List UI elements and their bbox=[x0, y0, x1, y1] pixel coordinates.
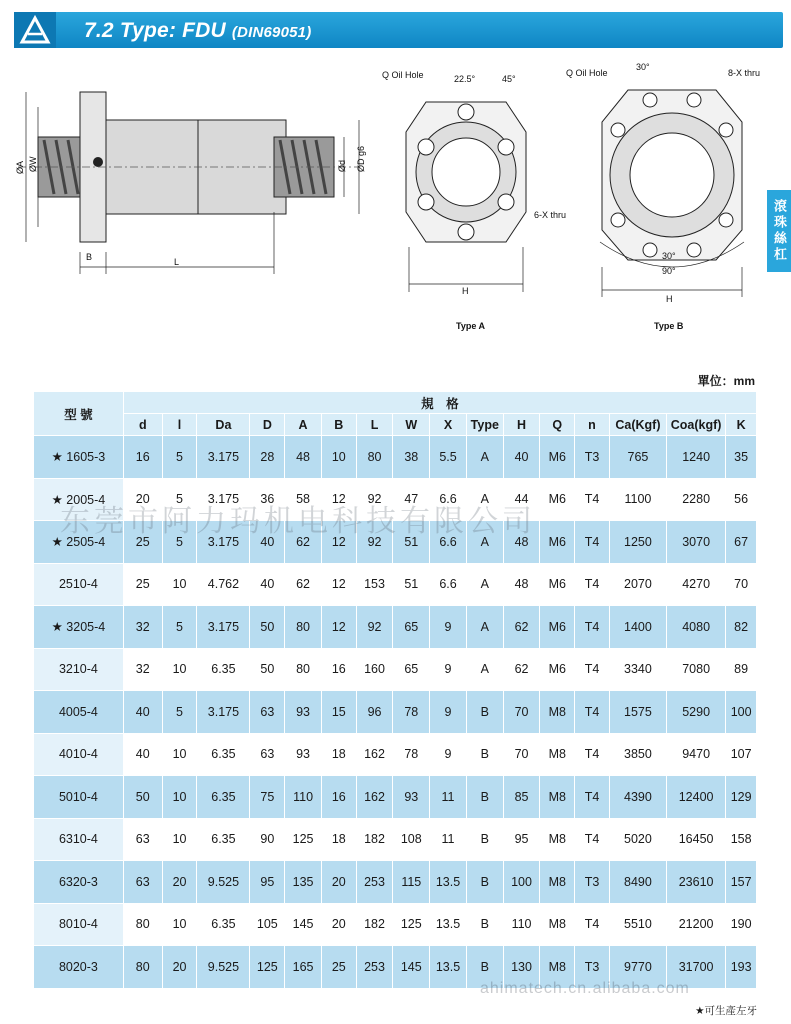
table-row bbox=[34, 563, 757, 606]
model-cell: ★ 1605-3 bbox=[34, 436, 124, 479]
table-cell: 1250 bbox=[609, 521, 666, 564]
table-cell: 8490 bbox=[609, 861, 666, 904]
table-cell: 12 bbox=[321, 521, 356, 564]
model-cell: ★ 3205-4 bbox=[34, 606, 124, 649]
table-cell: 13.5 bbox=[430, 946, 467, 989]
table-cell: T3 bbox=[575, 946, 610, 989]
table-cell: 6.35 bbox=[197, 903, 250, 946]
table-cell: 130 bbox=[503, 946, 540, 989]
table-cell: 125 bbox=[393, 903, 430, 946]
table-cell: A bbox=[466, 563, 503, 606]
table-cell: 5290 bbox=[667, 691, 726, 734]
column-header: l bbox=[162, 414, 197, 436]
table-cell: 80 bbox=[123, 946, 162, 989]
table-cell: 82 bbox=[726, 606, 757, 649]
type-a-h-label: H bbox=[462, 286, 469, 296]
model-cell: 2510-4 bbox=[34, 563, 124, 606]
table-cell: 63 bbox=[123, 818, 162, 861]
title-text: 7.2 Type: FDU bbox=[84, 19, 226, 42]
table-cell: 12 bbox=[321, 606, 356, 649]
table-cell: 10 bbox=[162, 776, 197, 819]
table-cell: 56 bbox=[726, 478, 757, 521]
table-cell: 93 bbox=[393, 776, 430, 819]
table-cell: 62 bbox=[503, 606, 540, 649]
column-header: X bbox=[430, 414, 467, 436]
table-cell: 95 bbox=[503, 818, 540, 861]
table-cell: 25 bbox=[321, 946, 356, 989]
table-cell: M8 bbox=[540, 818, 575, 861]
table-row bbox=[34, 436, 757, 479]
table-cell: 40 bbox=[250, 563, 285, 606]
brand-logo bbox=[14, 12, 56, 48]
table-cell: 10 bbox=[162, 648, 197, 691]
table-cell: 95 bbox=[250, 861, 285, 904]
model-cell: ★ 2505-4 bbox=[34, 521, 124, 564]
table-cell: 4270 bbox=[667, 563, 726, 606]
table-cell: 2070 bbox=[609, 563, 666, 606]
table-cell: 9.525 bbox=[197, 861, 250, 904]
table-cell: 48 bbox=[503, 563, 540, 606]
column-header: H bbox=[503, 414, 540, 436]
table-cell: 253 bbox=[356, 946, 393, 989]
table-cell: 40 bbox=[123, 733, 162, 776]
table-cell: 5 bbox=[162, 521, 197, 564]
column-header: B bbox=[321, 414, 356, 436]
table-cell: 10 bbox=[162, 733, 197, 776]
model-cell: ★ 2005-4 bbox=[34, 478, 124, 521]
table-cell: 6.35 bbox=[197, 818, 250, 861]
table-cell: 182 bbox=[356, 903, 393, 946]
table-cell: 20 bbox=[321, 903, 356, 946]
table-cell: 48 bbox=[503, 521, 540, 564]
type-b-angle3-label: 30° bbox=[636, 62, 650, 72]
table-row bbox=[34, 478, 757, 521]
table-cell: 62 bbox=[503, 648, 540, 691]
table-cell: M8 bbox=[540, 946, 575, 989]
table-cell: 11 bbox=[430, 776, 467, 819]
table-cell: 4080 bbox=[667, 606, 726, 649]
table-cell: 3.175 bbox=[197, 521, 250, 564]
table-cell: 50 bbox=[250, 648, 285, 691]
technical-drawings bbox=[14, 62, 761, 352]
table-cell: 47 bbox=[393, 478, 430, 521]
table-cell: 80 bbox=[123, 903, 162, 946]
spec-table-body bbox=[34, 436, 757, 989]
table-cell: B bbox=[466, 733, 503, 776]
table-cell: 93 bbox=[285, 733, 322, 776]
table-cell: 18 bbox=[321, 818, 356, 861]
table-cell: T4 bbox=[575, 733, 610, 776]
type-b-angle5-label: 90° bbox=[662, 266, 676, 276]
table-cell: 2280 bbox=[667, 478, 726, 521]
table-cell: 6.6 bbox=[430, 563, 467, 606]
type-b-oil-hole-label: Q Oil Hole bbox=[566, 68, 608, 78]
table-cell: 3.175 bbox=[197, 691, 250, 734]
table-cell: T4 bbox=[575, 521, 610, 564]
column-header: Type bbox=[466, 414, 503, 436]
table-cell: 63 bbox=[123, 861, 162, 904]
table-cell: 9470 bbox=[667, 733, 726, 776]
type-a-thru-label: 6-X thru bbox=[534, 210, 567, 220]
table-cell: 1400 bbox=[609, 606, 666, 649]
table-cell: 6.35 bbox=[197, 648, 250, 691]
column-header: Da bbox=[197, 414, 250, 436]
model-cell: 4010-4 bbox=[34, 733, 124, 776]
table-cell: 9 bbox=[430, 691, 467, 734]
dim-w-label: ØW bbox=[28, 156, 38, 172]
table-cell: 65 bbox=[393, 648, 430, 691]
table-cell: T3 bbox=[575, 861, 610, 904]
table-cell: 40 bbox=[503, 436, 540, 479]
url-watermark: ahimatech.cn.alibaba.com bbox=[480, 980, 690, 997]
table-cell: B bbox=[466, 818, 503, 861]
table-cell: T4 bbox=[575, 818, 610, 861]
table-cell: 96 bbox=[356, 691, 393, 734]
column-header: n bbox=[575, 414, 610, 436]
table-cell: 18 bbox=[321, 733, 356, 776]
table-cell: B bbox=[466, 946, 503, 989]
model-cell: 8020-3 bbox=[34, 946, 124, 989]
type-a-oil-hole-label: Q Oil Hole bbox=[382, 70, 424, 80]
type-b-angle4-label: 30° bbox=[662, 251, 676, 261]
table-cell: 10 bbox=[162, 563, 197, 606]
table-cell: 21200 bbox=[667, 903, 726, 946]
table-cell: M6 bbox=[540, 563, 575, 606]
table-cell: 115 bbox=[393, 861, 430, 904]
column-header: D bbox=[250, 414, 285, 436]
model-cell: 6310-4 bbox=[34, 818, 124, 861]
table-cell: 70 bbox=[503, 691, 540, 734]
model-cell: 3210-4 bbox=[34, 648, 124, 691]
table-cell: 162 bbox=[356, 776, 393, 819]
table-cell: 135 bbox=[285, 861, 322, 904]
table-cell: 75 bbox=[250, 776, 285, 819]
table-cell: 5 bbox=[162, 436, 197, 479]
table-cell: 62 bbox=[285, 521, 322, 564]
table-cell: 80 bbox=[285, 648, 322, 691]
type-b-flange-drawing bbox=[566, 62, 760, 304]
table-cell: 9 bbox=[430, 733, 467, 776]
table-cell: M6 bbox=[540, 478, 575, 521]
table-cell: 10 bbox=[321, 436, 356, 479]
column-header: W bbox=[393, 414, 430, 436]
table-cell: 1240 bbox=[667, 436, 726, 479]
table-cell: 50 bbox=[250, 606, 285, 649]
table-cell: 15 bbox=[321, 691, 356, 734]
table-row bbox=[34, 733, 757, 776]
table-cell: 13.5 bbox=[430, 861, 467, 904]
table-cell: 11 bbox=[430, 818, 467, 861]
table-cell: 36 bbox=[250, 478, 285, 521]
column-header-row bbox=[34, 414, 757, 436]
table-cell: 5.5 bbox=[430, 436, 467, 479]
table-row bbox=[34, 776, 757, 819]
table-cell: M6 bbox=[540, 648, 575, 691]
table-cell: 4390 bbox=[609, 776, 666, 819]
table-cell: 145 bbox=[285, 903, 322, 946]
table-cell: 92 bbox=[356, 478, 393, 521]
table-cell: 90 bbox=[250, 818, 285, 861]
table-cell: 80 bbox=[356, 436, 393, 479]
table-cell: 5510 bbox=[609, 903, 666, 946]
table-cell: B bbox=[466, 776, 503, 819]
table-cell: 85 bbox=[503, 776, 540, 819]
table-cell: 9 bbox=[430, 648, 467, 691]
table-cell: 193 bbox=[726, 946, 757, 989]
table-cell: 80 bbox=[285, 606, 322, 649]
table-cell: T4 bbox=[575, 691, 610, 734]
table-cell: 153 bbox=[356, 563, 393, 606]
table-cell: 108 bbox=[393, 818, 430, 861]
table-cell: 28 bbox=[250, 436, 285, 479]
table-cell: 51 bbox=[393, 563, 430, 606]
type-b-thru-label: 8-X thru bbox=[728, 68, 761, 78]
table-cell: 105 bbox=[250, 903, 285, 946]
table-cell: 20 bbox=[321, 861, 356, 904]
model-header: 型 號 bbox=[34, 392, 124, 436]
table-cell: 62 bbox=[285, 563, 322, 606]
table-cell: 190 bbox=[726, 903, 757, 946]
table-cell: 89 bbox=[726, 648, 757, 691]
table-cell: 16 bbox=[123, 436, 162, 479]
table-cell: 5 bbox=[162, 478, 197, 521]
table-cell: 9 bbox=[430, 606, 467, 649]
table-row bbox=[34, 521, 757, 564]
table-row bbox=[34, 691, 757, 734]
table-cell: 16 bbox=[321, 776, 356, 819]
footnote-left-thread: ★可生產左牙 bbox=[695, 1005, 757, 1017]
table-cell: 129 bbox=[726, 776, 757, 819]
table-cell: M8 bbox=[540, 733, 575, 776]
table-row bbox=[34, 861, 757, 904]
table-cell: M6 bbox=[540, 436, 575, 479]
table-cell: 13.5 bbox=[430, 903, 467, 946]
title-standard: (DIN69051) bbox=[231, 24, 312, 41]
model-cell: 6320-3 bbox=[34, 861, 124, 904]
table-cell: 3.175 bbox=[197, 478, 250, 521]
table-cell: 48 bbox=[285, 436, 322, 479]
table-cell: A bbox=[466, 436, 503, 479]
table-cell: 63 bbox=[250, 733, 285, 776]
logo-mark-icon bbox=[20, 16, 50, 44]
table-cell: 44 bbox=[503, 478, 540, 521]
table-cell: 51 bbox=[393, 521, 430, 564]
column-header: A bbox=[285, 414, 322, 436]
table-cell: A bbox=[466, 648, 503, 691]
type-a-angle1-label: 22.5° bbox=[454, 74, 476, 84]
table-cell: 5 bbox=[162, 606, 197, 649]
table-cell: 32 bbox=[123, 606, 162, 649]
model-cell: 4005-4 bbox=[34, 691, 124, 734]
table-cell: 63 bbox=[250, 691, 285, 734]
table-cell: T4 bbox=[575, 478, 610, 521]
table-cell: 32 bbox=[123, 648, 162, 691]
page-title bbox=[84, 19, 311, 43]
table-cell: 92 bbox=[356, 606, 393, 649]
table-cell: 3.175 bbox=[197, 436, 250, 479]
table-cell: A bbox=[466, 606, 503, 649]
table-cell: 182 bbox=[356, 818, 393, 861]
type-a-caption: Type A bbox=[456, 321, 486, 331]
dim-dg-label: ØD g6 bbox=[356, 145, 366, 172]
table-cell: 50 bbox=[123, 776, 162, 819]
table-cell: 165 bbox=[285, 946, 322, 989]
table-cell: 78 bbox=[393, 691, 430, 734]
table-cell: 23610 bbox=[667, 861, 726, 904]
table-cell: 110 bbox=[285, 776, 322, 819]
table-cell: 16 bbox=[321, 648, 356, 691]
dim-l-label: L bbox=[174, 257, 180, 267]
table-row bbox=[34, 946, 757, 989]
table-cell: 5020 bbox=[609, 818, 666, 861]
company-watermark: 东莞市阿力玛机电科技有限公司 bbox=[60, 505, 536, 538]
table-cell: A bbox=[466, 521, 503, 564]
table-cell: 70 bbox=[726, 563, 757, 606]
column-header: K bbox=[726, 414, 757, 436]
table-row bbox=[34, 606, 757, 649]
table-cell: 100 bbox=[726, 691, 757, 734]
table-cell: 5 bbox=[162, 691, 197, 734]
table-cell: 6.35 bbox=[197, 776, 250, 819]
table-cell: T3 bbox=[575, 436, 610, 479]
table-cell: 1100 bbox=[609, 478, 666, 521]
table-cell: 100 bbox=[503, 861, 540, 904]
table-cell: B bbox=[466, 861, 503, 904]
column-header: L bbox=[356, 414, 393, 436]
side-view-drawing bbox=[15, 92, 366, 274]
table-cell: T4 bbox=[575, 903, 610, 946]
table-cell: 25 bbox=[123, 521, 162, 564]
table-cell: 12400 bbox=[667, 776, 726, 819]
table-cell: 9.525 bbox=[197, 946, 250, 989]
table-cell: 110 bbox=[503, 903, 540, 946]
table-cell: 12 bbox=[321, 478, 356, 521]
table-cell: 157 bbox=[726, 861, 757, 904]
table-cell: 765 bbox=[609, 436, 666, 479]
table-cell: 20 bbox=[162, 861, 197, 904]
table-cell: 70 bbox=[503, 733, 540, 776]
table-cell: 58 bbox=[285, 478, 322, 521]
table-cell: 6.6 bbox=[430, 521, 467, 564]
table-row bbox=[34, 818, 757, 861]
table-cell: 35 bbox=[726, 436, 757, 479]
model-cell: 8010-4 bbox=[34, 903, 124, 946]
table-cell: T4 bbox=[575, 606, 610, 649]
table-cell: 16450 bbox=[667, 818, 726, 861]
table-cell: 125 bbox=[285, 818, 322, 861]
table-cell: 65 bbox=[393, 606, 430, 649]
type-b-caption: Type B bbox=[654, 321, 684, 331]
table-row bbox=[34, 648, 757, 691]
table-cell: 158 bbox=[726, 818, 757, 861]
table-cell: 10 bbox=[162, 818, 197, 861]
table-cell: T4 bbox=[575, 563, 610, 606]
table-cell: 4.762 bbox=[197, 563, 250, 606]
table-cell: M6 bbox=[540, 606, 575, 649]
table-cell: 10 bbox=[162, 903, 197, 946]
table-cell: 40 bbox=[250, 521, 285, 564]
table-cell: M6 bbox=[540, 521, 575, 564]
spec-header: 規 格 bbox=[123, 392, 756, 414]
table-cell: 107 bbox=[726, 733, 757, 776]
table-cell: M8 bbox=[540, 903, 575, 946]
column-header: Q bbox=[540, 414, 575, 436]
table-cell: 40 bbox=[123, 691, 162, 734]
table-cell: M8 bbox=[540, 691, 575, 734]
dim-b-label: B bbox=[86, 252, 93, 262]
table-cell: 3.175 bbox=[197, 606, 250, 649]
dim-d-label: Ød bbox=[337, 159, 347, 172]
table-cell: 162 bbox=[356, 733, 393, 776]
model-cell: 5010-4 bbox=[34, 776, 124, 819]
type-a-angle2-label: 45° bbox=[502, 74, 516, 84]
table-cell: 3340 bbox=[609, 648, 666, 691]
table-cell: 9770 bbox=[609, 946, 666, 989]
type-b-h-label: H bbox=[666, 294, 673, 304]
unit-label: 單位：mm bbox=[697, 374, 755, 388]
table-cell: 125 bbox=[250, 946, 285, 989]
table-cell: 93 bbox=[285, 691, 322, 734]
table-cell: T4 bbox=[575, 776, 610, 819]
table-cell: 253 bbox=[356, 861, 393, 904]
table-cell: 78 bbox=[393, 733, 430, 776]
table-cell: T4 bbox=[575, 648, 610, 691]
table-cell: 12 bbox=[321, 563, 356, 606]
table-cell: 20 bbox=[162, 946, 197, 989]
type-a-flange-drawing bbox=[382, 70, 566, 296]
column-header: d bbox=[123, 414, 162, 436]
table-cell: M8 bbox=[540, 861, 575, 904]
table-cell: 31700 bbox=[667, 946, 726, 989]
table-row bbox=[34, 903, 757, 946]
table-cell: A bbox=[466, 478, 503, 521]
table-cell: 160 bbox=[356, 648, 393, 691]
dim-a-label: ØA bbox=[15, 160, 25, 174]
column-header: Coa(kgf) bbox=[667, 414, 726, 436]
spec-table bbox=[33, 391, 757, 989]
side-category-tab[interactable]: 滾珠絲杠 bbox=[767, 190, 791, 272]
table-cell: 92 bbox=[356, 521, 393, 564]
column-header: Ca(Kgf) bbox=[609, 414, 666, 436]
table-cell: M8 bbox=[540, 776, 575, 819]
table-cell: 67 bbox=[726, 521, 757, 564]
table-cell: 25 bbox=[123, 563, 162, 606]
table-cell: 3070 bbox=[667, 521, 726, 564]
table-cell: 20 bbox=[123, 478, 162, 521]
table-cell: 1575 bbox=[609, 691, 666, 734]
table-cell: 7080 bbox=[667, 648, 726, 691]
table-cell: B bbox=[466, 903, 503, 946]
table-cell: 145 bbox=[393, 946, 430, 989]
table-cell: 6.35 bbox=[197, 733, 250, 776]
table-cell: B bbox=[466, 691, 503, 734]
table-cell: 6.6 bbox=[430, 478, 467, 521]
table-cell: 38 bbox=[393, 436, 430, 479]
table-cell: 3850 bbox=[609, 733, 666, 776]
